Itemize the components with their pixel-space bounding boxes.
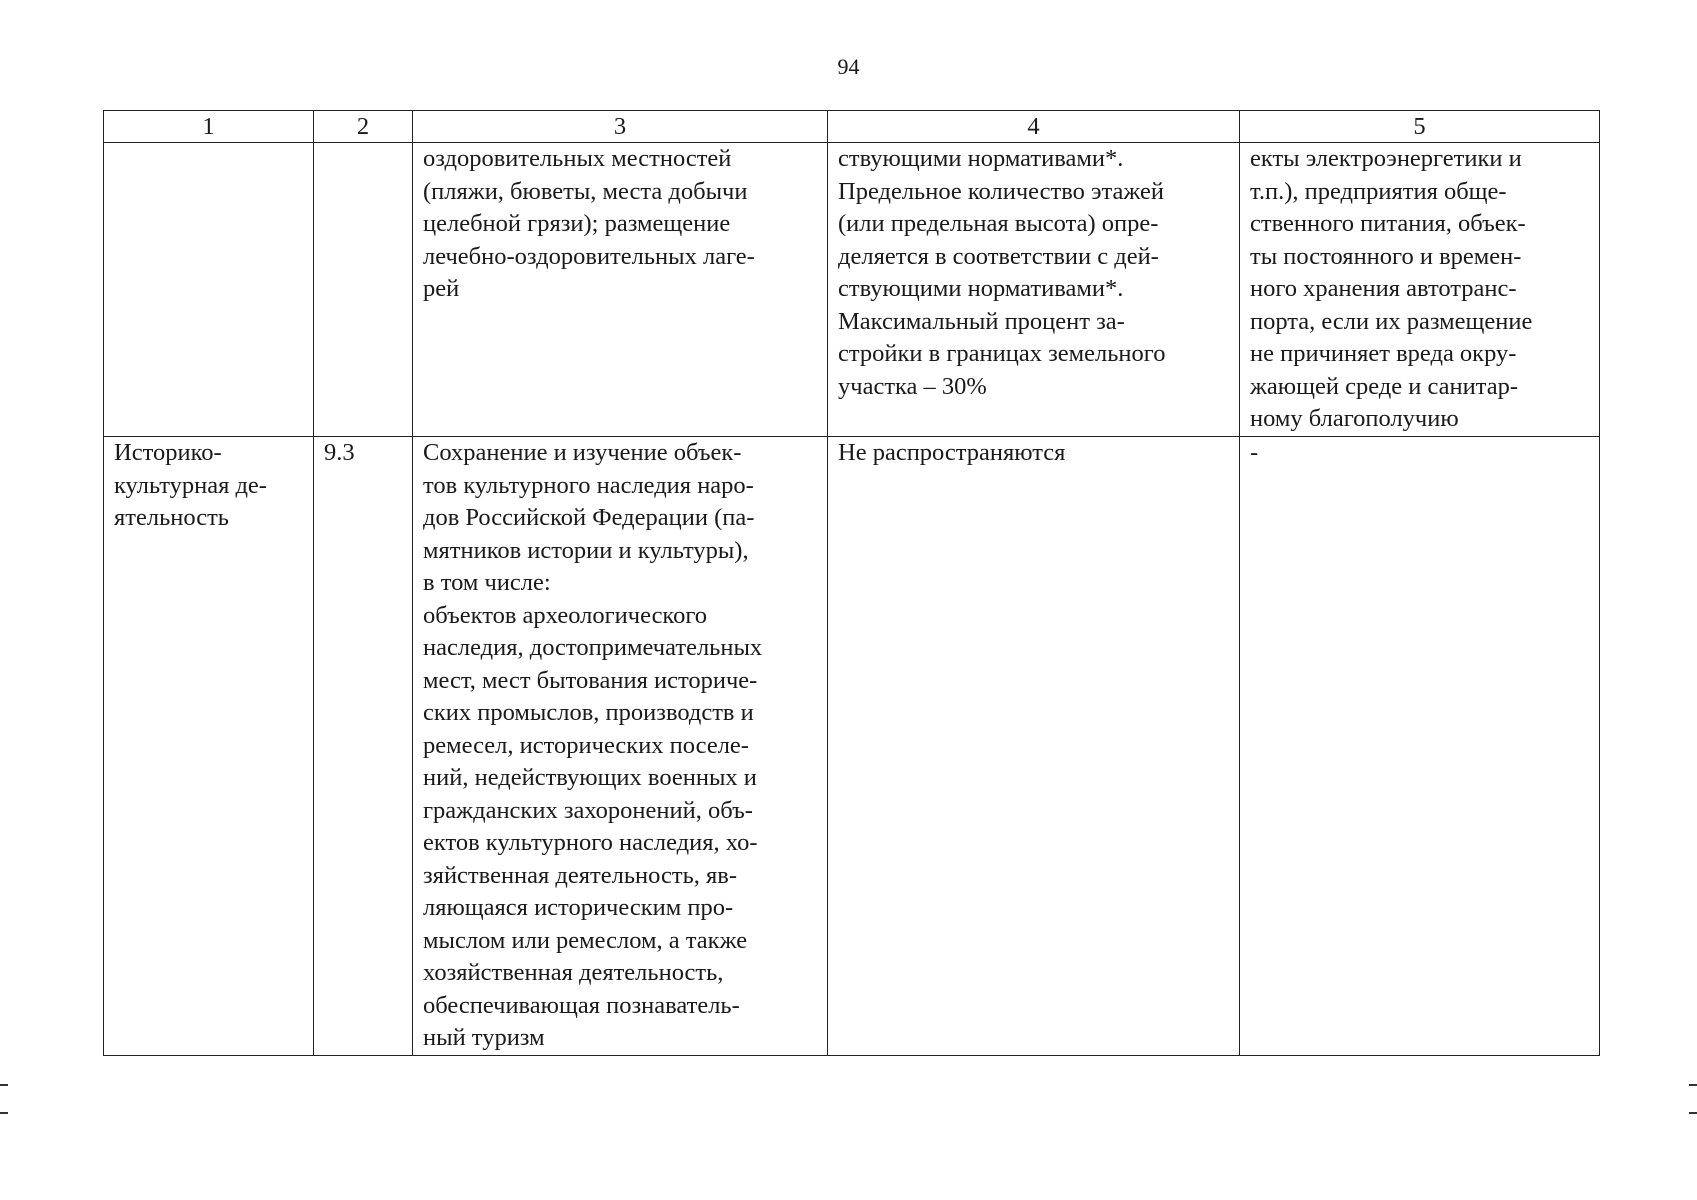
parameters-cell — [828, 143, 1240, 437]
page-number: 94 — [837, 54, 860, 79]
column-header-3: 3 — [413, 111, 828, 143]
right-margin-tick — [1689, 1112, 1697, 1114]
column-header-1: 1 — [104, 111, 314, 143]
table-header-row — [104, 111, 1600, 143]
column-header-2: 2 — [314, 111, 413, 143]
table-row — [104, 143, 1600, 437]
conditional-use-cell — [1240, 143, 1600, 437]
use-description-cell — [413, 437, 828, 1056]
parameters-text: Не распространяются — [838, 439, 1066, 466]
use-name-cell — [104, 437, 314, 1056]
left-margin-tick — [0, 1084, 8, 1086]
parameters-cell — [828, 437, 1240, 1056]
conditional-use-text: - — [1250, 439, 1259, 466]
conditional-use-cell — [1240, 437, 1600, 1056]
conditional-use-text: екты электроэнергетики и т.п.), предприятия обще- ственного питания, объек- ты постоянного и времен- ного хранения автотранс- порта, если их размещение не причиняет вреда окру- жающей среде и санитар- ному благополучию — [1250, 145, 1533, 432]
table-row — [104, 437, 1600, 1056]
parameters-text: ствующими нормативами*. Предельное количество этажей (или предельная высота) опре- деляется в соответствии с дей- ствующими нормативами*. Максимальный процент за- стройки в границах земельного участка – 30% — [838, 145, 1166, 400]
use-description-cell — [413, 143, 828, 437]
use-code: 9.3 — [324, 439, 355, 466]
use-code-cell — [314, 143, 413, 437]
use-name-cell — [104, 143, 314, 437]
column-header-4: 4 — [828, 111, 1240, 143]
use-code-cell — [314, 437, 413, 1056]
use-description: Сохранение и изучение объек- тов культурного наследия наро- дов Российской Федерации (па- мятников истории и культуры), в том числе: объектов археологического наследия, достопримечательных мест, мест бытования историче- ских промыслов, производств и ремесел, исторических поселе- ний, недействующих военных и гражданских захоронений, объ- ектов культурного наследия, хо- зяйственная деятельность, яв- ляющаяся историческим про- мыслом или ремеслом, а также хозяйственная деятельность, обеспечивающая познаватель- ный туризм — [423, 439, 763, 1051]
use-description: оздоровительных местностей (пляжи, бюветы, места добычи целебной грязи); размещение лечебно-оздоровительных лаге- рей — [423, 145, 755, 302]
use-name: Историко- культурная де- ятельность — [114, 439, 267, 531]
zoning-table — [103, 110, 1600, 1056]
right-margin-tick — [1689, 1084, 1697, 1086]
column-header-5: 5 — [1240, 111, 1600, 143]
left-margin-tick — [0, 1112, 8, 1114]
